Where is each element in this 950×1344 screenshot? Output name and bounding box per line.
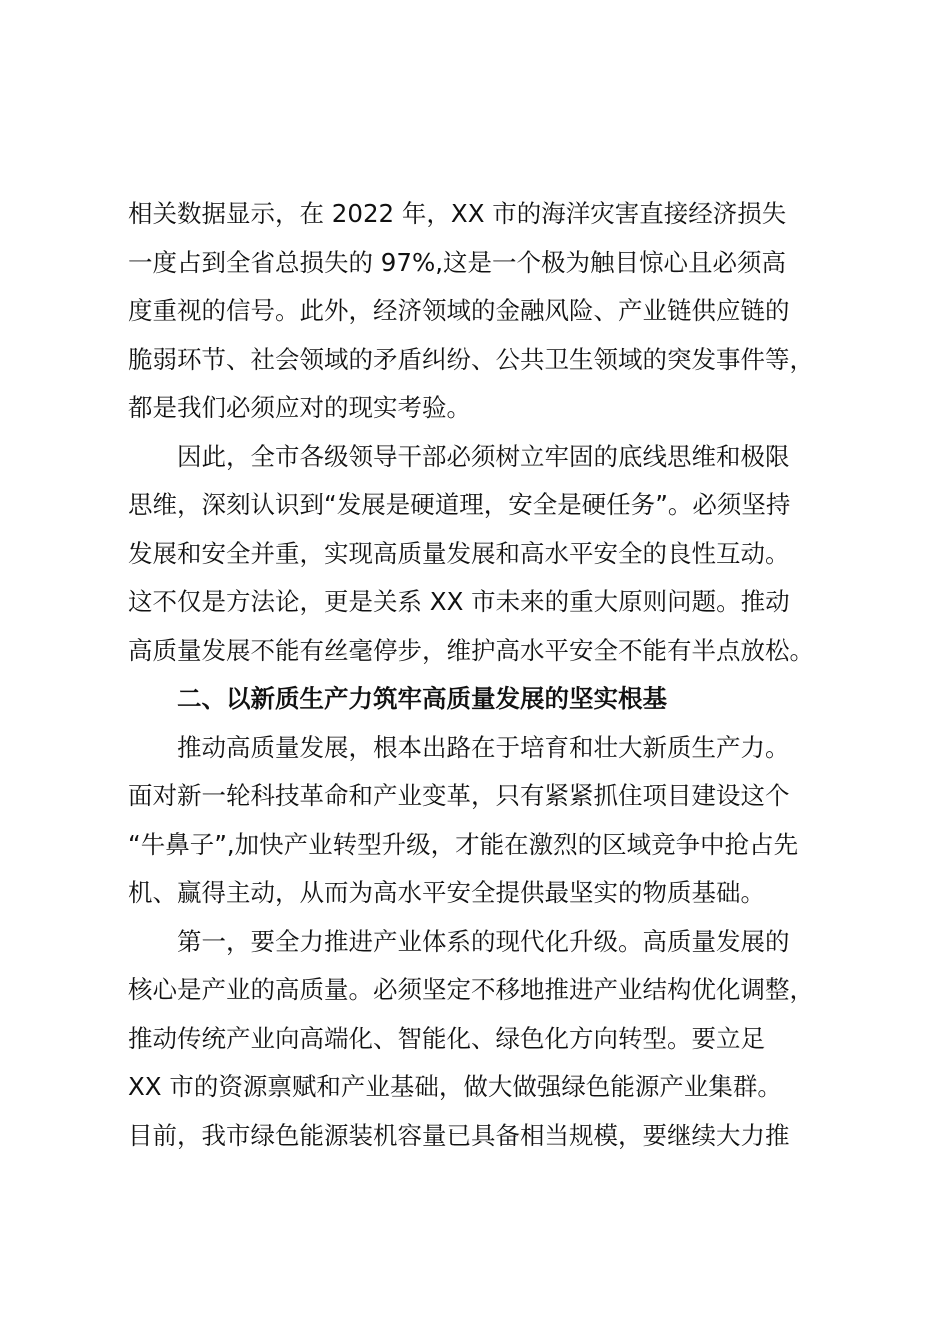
text-line: 思维，深刻认识到“发展是硬道理，安全是硬任务”。必须坚持 [128, 490, 791, 519]
text-line: 都是我们必须应对的现实考验。 [128, 393, 471, 422]
text-line: XX 市的资源禀赋和产业基础，做大做强绿色能源产业集群。 [128, 1072, 782, 1101]
text-line: 度重视的信号。此外，经济领域的金融风险、产业链供应链的 [128, 296, 790, 325]
text-line: 目前，我市绿色能源装机容量已具备相当规模，要继续大力推 [128, 1120, 790, 1150]
text-line: 第一，要全力推进产业体系的现代化升级。高质量发展的 [128, 926, 790, 956]
text-line: 因此，全市各级领导干部必须树立牢固的底线思维和极限 [128, 441, 790, 471]
text-line: 脆弱环节、社会领域的矛盾纠纷、公共卫生领域的突发事件等， [128, 344, 814, 374]
text-line: “牛鼻子”,加快产业转型升级，才能在激烈的区域竞争中抢占先 [128, 829, 799, 859]
text-line: 高质量发展不能有丝毫停步，维护高水平安全不能有半点放松。 [128, 635, 814, 665]
text-line: 核心是产业的高质量。必须坚定不移地推进产业结构优化调整， [128, 975, 814, 1004]
text-line: 机、赢得主动，从而为高水平安全提供最坚实的物质基础。 [128, 878, 765, 907]
text-line: 推动传统产业向高端化、智能化、绿色化方向转型。要立足 [128, 1023, 765, 1053]
text-line: 推动高质量发展，根本出路在于培育和壮大新质生产力。 [128, 732, 790, 762]
text-line: 一度占到全省总损失的 97%,这是一个极为触目惊心且必须高 [128, 247, 787, 277]
text-line: 这不仅是方法论，更是关系 XX 市未来的重大原则问题。推动 [128, 587, 790, 616]
text-line: 发展和安全并重，实现高质量发展和高水平安全的良性互动。 [128, 538, 790, 568]
body-text [128, 190, 824, 1160]
section-heading: 二、以新质生产力筑牢高质量发展的坚实根基 [128, 684, 667, 713]
text-line: 相关数据显示，在 2022 年，XX 市的海洋灾害直接经济损失 [128, 199, 787, 228]
text-line: 面对新一轮科技革命和产业变革，只有紧紧抓住项目建设这个 [128, 781, 790, 810]
